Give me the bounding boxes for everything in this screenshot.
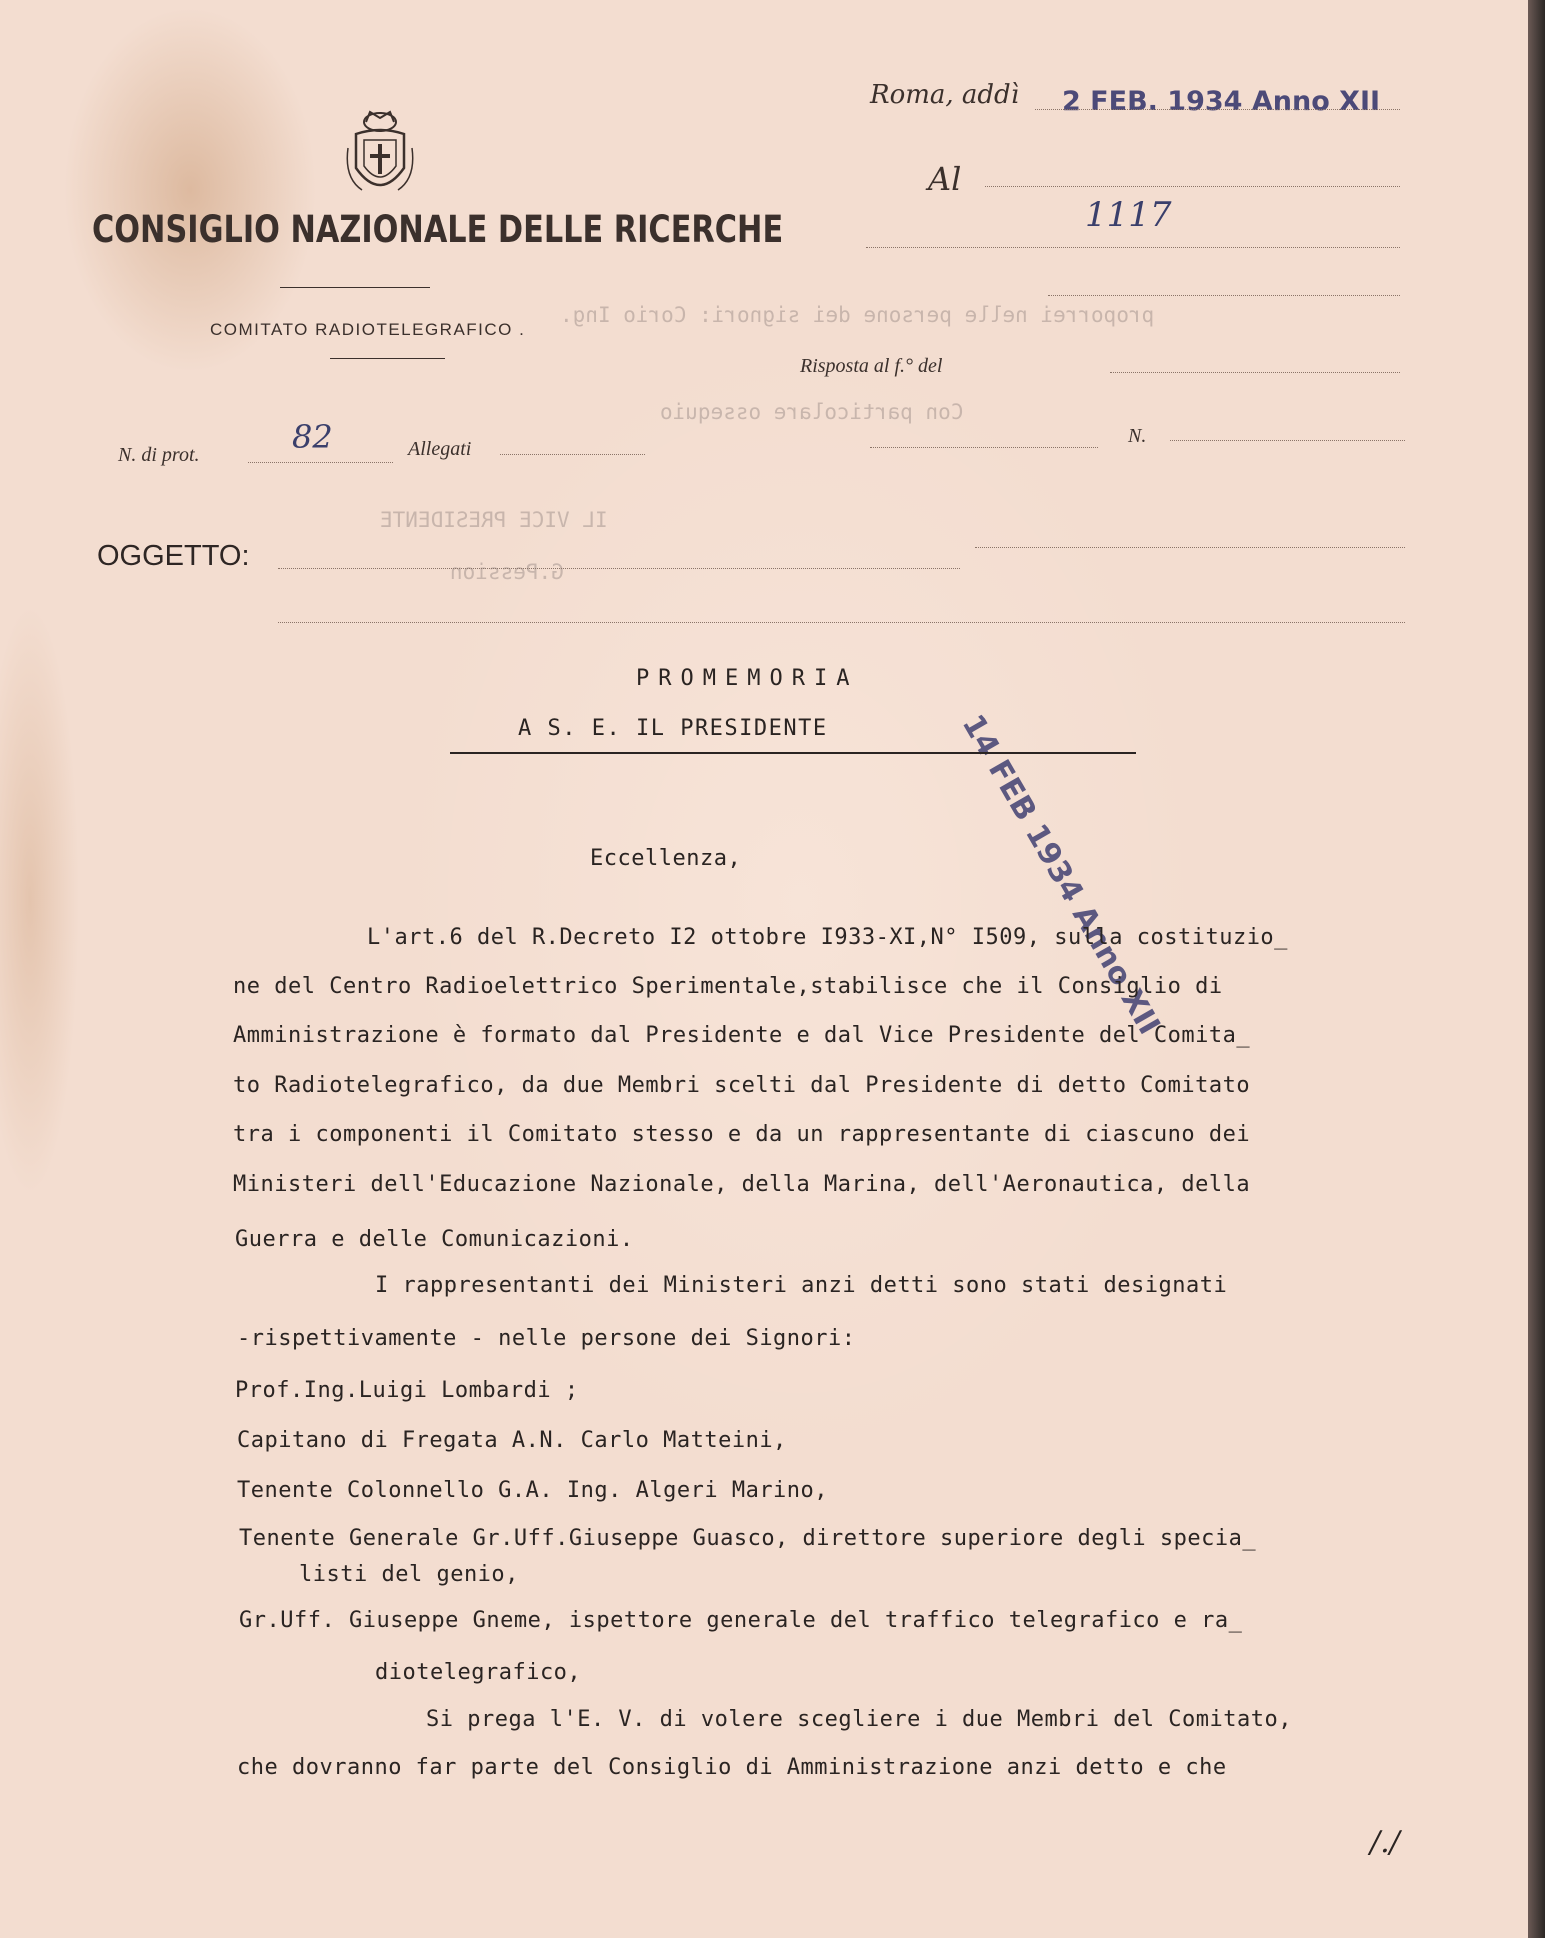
subject-label: OGGETTO: [97, 540, 250, 572]
reply-line [1110, 372, 1400, 373]
body-line: Guerra e delle Comunicazioni. [235, 1227, 634, 1252]
place-date-label: Roma, addì [870, 80, 1020, 110]
reply-label: Risposta al f.° del [800, 355, 943, 377]
body-line: Gr.Uff. Giuseppe Gneme, ispettore generale del traffico telegrafico e ra_ [239, 1608, 1243, 1633]
memo-recipient: A S. E. IL PRESIDENTE [518, 716, 828, 741]
organization-name: CONSIGLIO NAZIONALE DELLE RICERCHE [92, 208, 784, 251]
body-line: to Radiotelegrafico, da due Membri scelti dal Presidente di detto Comitato [233, 1073, 1251, 1098]
subject-line [975, 547, 1405, 548]
body-line: -rispettivamente - nelle persone dei Signori: [237, 1326, 856, 1351]
handwritten-number: 1117 [1085, 195, 1172, 235]
bleed-through-line: Con particolare ossequio [660, 400, 964, 424]
body-line: Amministrazione è formato dal Presidente e dal Vice Presidente del Comita_ [233, 1023, 1251, 1048]
addressee-line [985, 186, 1400, 187]
body-line: ne del Centro Radioelettrico Sperimentale,stabilisce che il Consiglio di [233, 974, 1223, 999]
addressee-label: Al [928, 160, 962, 198]
committee-name: COMITATO RADIOTELEGRAFICO . [210, 320, 526, 339]
received-stamp: 14 FEB 1934 Anno XII [954, 708, 1167, 1041]
attachments-line [500, 454, 645, 455]
body-line: Prof.Ing.Luigi Lombardi ; [235, 1378, 579, 1403]
body-line: Capitano di Fregata A.N. Carlo Matteini, [237, 1428, 787, 1453]
body-line: Tenente Colonnello G.A. Ing. Algeri Marino, [237, 1478, 829, 1503]
page-edge-shadow [1528, 0, 1545, 1938]
bleed-through-line: IL VICE PRESIDENTE [380, 508, 608, 532]
protocol-line [248, 462, 393, 463]
body-line: I rappresentanti dei Ministeri anzi detti sono stati designati [375, 1273, 1228, 1298]
protocol-label: N. di prot. [118, 444, 200, 466]
salutation: Eccellenza, [590, 846, 742, 871]
bleed-through-line: proporrei nelle persone dei signori: Corio Ing. [560, 303, 1155, 327]
protocol-number: 82 [292, 418, 333, 456]
subject-line [278, 622, 1405, 623]
body-line: listi del genio, [299, 1562, 519, 1587]
body-line: Si prega l'E. V. di volere scegliere i due Membri del Comitato, [426, 1707, 1292, 1732]
memo-title: PROMEMORIA [636, 666, 859, 691]
divider [330, 358, 445, 359]
divider [280, 287, 430, 288]
number-label: N. [1128, 425, 1147, 447]
body-line: Tenente Generale Gr.Uff.Giuseppe Guasco, direttore superiore degli specia_ [239, 1526, 1257, 1551]
addressee-line [866, 247, 1400, 248]
date-stamp: 2 FEB. 1934 Anno XII [1062, 86, 1381, 117]
subject-line [278, 568, 960, 569]
addressee-line [1048, 295, 1400, 296]
body-line: tra i componenti il Comitato stesso e da un rappresentante di ciascuno dei [233, 1122, 1251, 1147]
body-line: L'art.6 del R.Decreto I2 ottobre I933-XI,N° I509, sulla costituzio_ [367, 925, 1288, 950]
heading-underline [450, 752, 1136, 754]
body-line: che dovranno far parte del Consiglio di Amministrazione anzi detto e che [237, 1755, 1227, 1780]
date-line [1035, 109, 1400, 110]
bleed-through-line: G.Pession [450, 560, 564, 584]
attachments-label: Allegati [408, 438, 472, 460]
royal-crest-icon [342, 108, 418, 204]
body-line: Ministeri dell'Educazione Nazionale, della Marina, dell'Aeronautica, della [233, 1172, 1251, 1197]
page-continuation-mark: /./ [1370, 1825, 1400, 1860]
body-line: diotelegrafico, [375, 1660, 582, 1685]
reference-line [870, 447, 1098, 448]
number-line [1170, 440, 1405, 441]
